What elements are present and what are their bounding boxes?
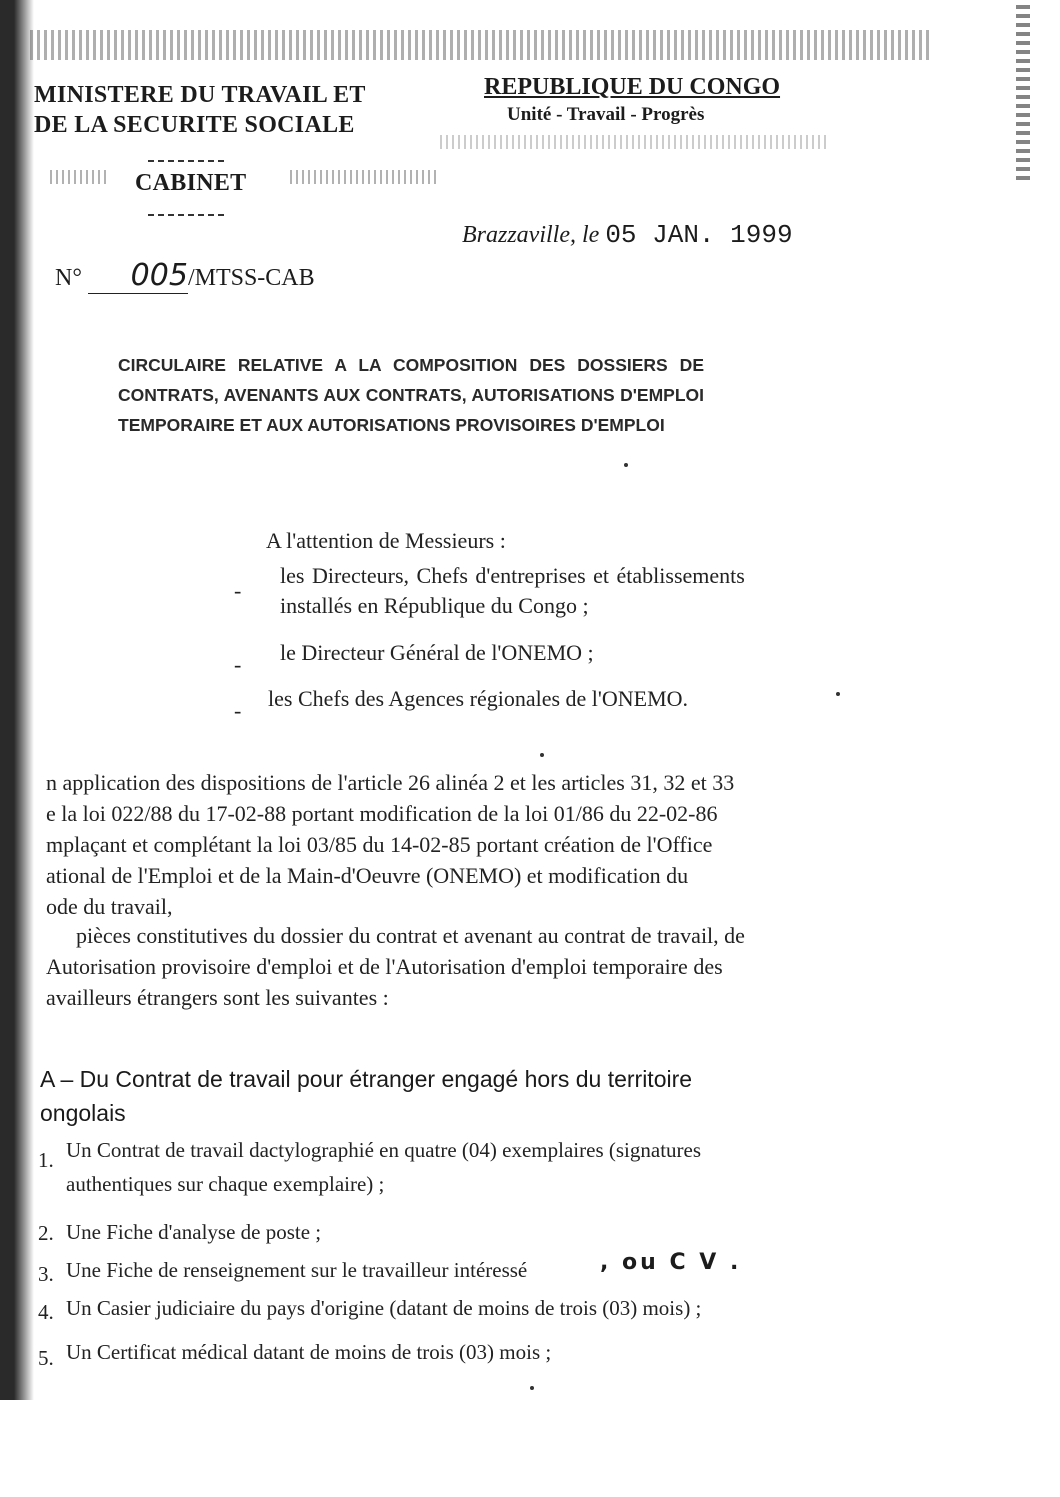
scan-dot — [540, 753, 544, 757]
paragraph-line: Autorisation provisoire d'emploi et de l'Autorisation d'emploi temporaire des — [46, 954, 723, 979]
scan-edge-top — [30, 30, 930, 60]
addressee-dash: - — [234, 698, 242, 723]
list-item-line: Une Fiche de renseignement sur le travailleur intéressé — [66, 1258, 528, 1282]
scan-dot — [624, 463, 628, 467]
reference-number — [55, 258, 315, 294]
list-item-line: authentiques sur chaque exemplaire) ; — [66, 1172, 385, 1196]
ministry-line-1: MINISTERE DU TRAVAIL ET — [34, 82, 366, 108]
scan-speckle — [290, 170, 440, 184]
body-paragraph-2 — [46, 920, 816, 1013]
paragraph-line: mplaçant et complétant la loi 03/85 du 14-02-85 portant création de l'Office — [46, 832, 713, 857]
handwritten-annotation: , ou C V . — [600, 1250, 742, 1275]
ministry-line-2: DE LA SECURITE SOCIALE — [34, 112, 355, 138]
paragraph-line: e la loi 022/88 du 17-02-88 portant modification de la loi 01/86 du 22-02-86 — [46, 801, 718, 826]
paragraph-line: ode du travail, — [46, 894, 173, 919]
scan-dot — [530, 1386, 534, 1390]
paragraph-line: availleurs étrangers sont les suivantes : — [46, 985, 389, 1010]
body-paragraph-1 — [46, 767, 816, 922]
scan-speckle — [440, 135, 830, 149]
addressee-item-line: les Chefs des Agences régionales de l'ONEMO. — [268, 686, 689, 711]
addressee-dash: - — [234, 652, 242, 677]
reference-suffix: /MTSS-CAB — [187, 265, 315, 291]
list-item-line: Un Certificat médical datant de moins de trois (03) mois ; — [66, 1340, 552, 1364]
scan-edge-left — [0, 0, 34, 1400]
section-heading-line: A – Du Contrat de travail pour étranger engagé hors du territoire — [40, 1066, 693, 1092]
circular-subject: CIRCULAIRE RELATIVE A LA COMPOSITION DES DOSSIERS DE CONTRATS, AVENANTS AUX CONTRATS, AUTORISATIONS D'EMPLOI TEMPORAIRE ET AUX AUTORISATIONS PROVISOIRES D'EMPLOI — [118, 355, 704, 435]
list-item-line: Une Fiche d'analyse de poste ; — [66, 1220, 322, 1244]
list-marker: 1. — [38, 1148, 54, 1172]
scan-dot — [836, 692, 840, 696]
date-stamp: 05 JAN. 1999 — [605, 220, 793, 250]
date-place: Brazzaville, le — [462, 222, 600, 248]
section-a-heading — [40, 1062, 820, 1130]
list-marker: 2. — [38, 1221, 54, 1245]
addressee-dash: - — [234, 578, 242, 603]
paragraph-line: n application des dispositions de l'article 26 alinéa 2 et les articles 31, 32 et 33 — [46, 770, 735, 795]
addressee-item-line: installés en République du Congo ; — [280, 593, 589, 618]
addressees-intro: A l'attention de Messieurs : — [266, 528, 506, 553]
list-marker: 4. — [38, 1300, 54, 1324]
addressee-item-line: les Directeurs, Chefs d'entreprises et établissements — [280, 563, 745, 588]
reference-value: 005 — [88, 258, 188, 294]
list-item-line: Un Contrat de travail dactylographié en quatre (04) exemplaires (signatures — [66, 1138, 702, 1162]
section-heading-line: ongolais — [40, 1100, 126, 1126]
reference-label: N° — [55, 265, 82, 291]
header-divider — [148, 160, 224, 162]
date-line — [462, 220, 793, 250]
paragraph-line: pièces constitutives du dossier du contrat et avenant au contrat de travail, de — [76, 923, 745, 948]
paragraph-line: ational de l'Emploi et de la Main-d'Oeuvre (ONEMO) et modification du — [46, 863, 689, 888]
republic-title: REPUBLIQUE DU CONGO — [484, 74, 781, 100]
scan-edge-right — [1016, 0, 1030, 180]
list-marker: 3. — [38, 1262, 54, 1286]
addressee-item-line: le Directeur Général de l'ONEMO ; — [280, 640, 594, 665]
cabinet-label: CABINET — [135, 170, 247, 196]
list-item-line: Un Casier judiciaire du pays d'origine (datant de moins de trois (03) mois) ; — [66, 1296, 702, 1320]
list-marker: 5. — [38, 1346, 54, 1370]
header-divider — [148, 214, 224, 216]
republic-motto: Unité - Travail - Progrès — [507, 104, 705, 125]
scan-speckle — [50, 170, 110, 184]
